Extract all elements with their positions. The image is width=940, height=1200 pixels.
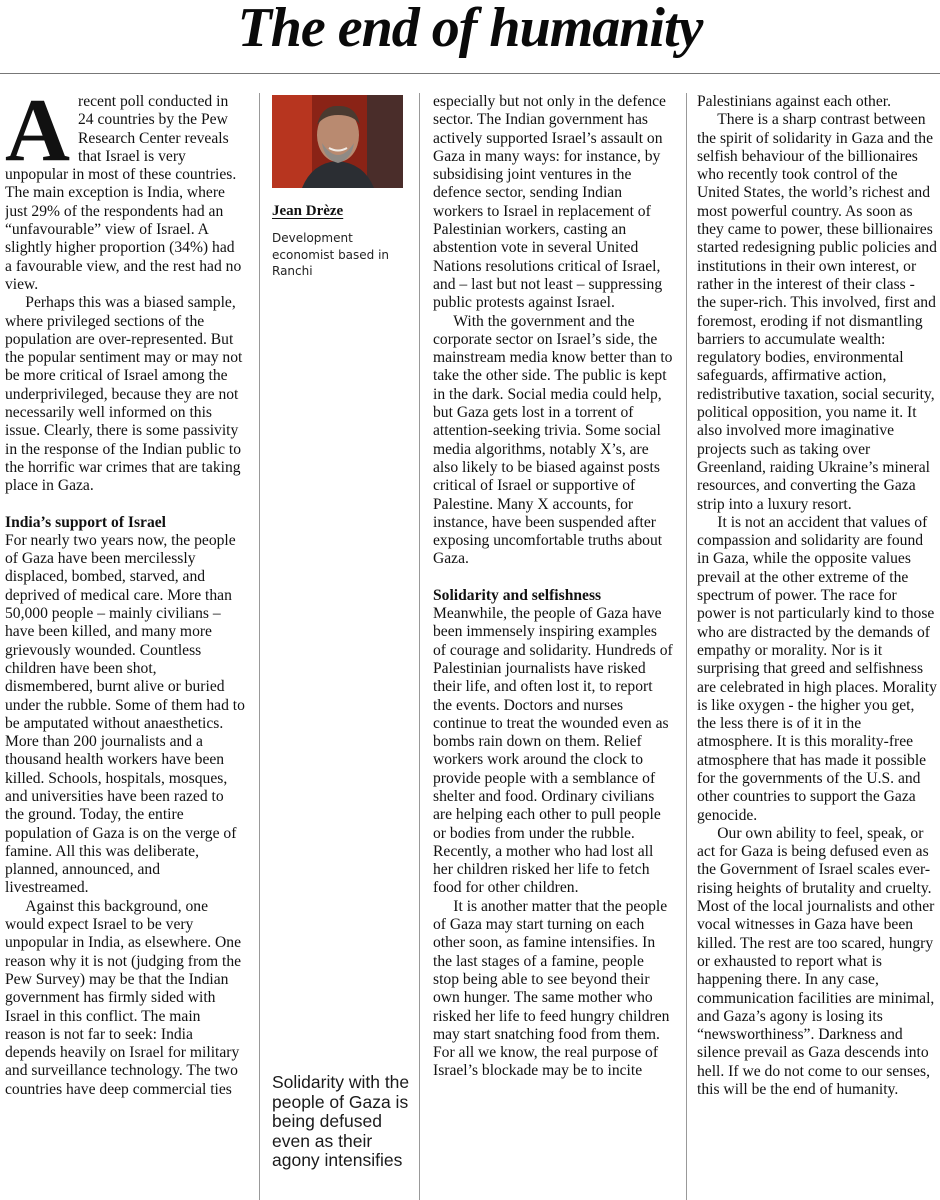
article-paragraph: Meanwhile, the people of Gaza have been immensely inspiring examples of courage and solidarity. Hundreds of Palestinian journalists have risked their life, and often lost it, to report the events. Doctors and nurses continue to treat the wounded even as bombs rain down on them. Relief workers work around the clock to provide people with a semblance of shelter and food. Ordinary civilians are helping each other to pull people or bodies from under the rubble. Recently, a mother who had lost all her children risked her life to fetch food for other children. xyxy=(433,605,673,897)
headline: The end of humanity xyxy=(237,0,703,59)
article-paragraph: It is another matter that the people of Gaza may start turning on each other soon, as famine intensifies. In the last stages of a famine, people stop being able to see beyond their own hunger. The same mother who risked her life to feed hungry children may start snatching food from them. For all we know, the real purpose of Israel’s blockade may be to incite xyxy=(433,897,670,1080)
author-name: Jean Drèze xyxy=(272,203,344,219)
article-paragraph: Against this background, one would expect Israel to be very unpopular in India, as elsewhere. One reason why it is not (judging from the Pew Survey) may be that the Indian government has firmly sided with Israel in this conflict. The main reason is not far to seek: India depends heavily on Israel for military and surveillance technology. The two countries have deep commercial ties xyxy=(5,897,242,1098)
author-portrait-image xyxy=(272,95,403,188)
paragraph-text: recent poll conducted in 24 countries by the Pew Research Center reveals that Israel is very unpopular in most of these countries. The main exception is India, where just 29% of the respondents had an “unfavourable” view of Israel. A slightly higher proportion (34%) had a favourable view, and the rest had no view. xyxy=(5,93,242,293)
column-divider xyxy=(419,93,420,1200)
headline-rule xyxy=(0,73,940,74)
article-paragraph: Perhaps this was a biased sample, where privileged sections of the population are over-represented. But the popular sentiment may or may not be more critical of Israel among the underprivileged, because they are not necessarily well informed on this issue. Clearly, there is some passivity in the response of the Indian public to the horrific war crimes that are taking place in Gaza. xyxy=(5,294,243,495)
article-paragraph: For nearly two years now, the people of Gaza have been mercilessly displaced, bombed, starved, and deprived of medical care. More than 50,000 people – mainly civilians – have been killed, and many more grievously wounded. Countless children have been shot, dismembered, burnt alive or buried under the rubble. Some of them had to be amputated without anaesthetics. More than 200 journalists and a thousand health workers have been killed. Schools, hospitals, mosques, and universities have been razed to the ground. Today, the entire population of Gaza is on the verge of famine. All this was deliberate, planned, announced, and livestreamed. xyxy=(5,531,245,897)
section-heading: India’s support of Israel xyxy=(5,513,167,531)
article-paragraph: Our own ability to feel, speak, or act for Gaza is being defused even as the Government of Israel scales ever-rising heights of brutality and cruelty. Most of the local journalists and other vocal witnesses in Gaza have been killed. The rest are too scared, hungry or exhausted to report what is happening there. In any case, communication facilities are minimal, and Gaza’s agony is losing its “newsworthiness”. Darkness and silence prevail as Gaza descends into hell. If we do not come to our senses, this will be the end of humanity. xyxy=(697,824,935,1099)
pull-quote: Solidarity with the people of Gaza is being defused even as their agony intensifies xyxy=(272,1072,410,1170)
section-heading: Solidarity and selfishness xyxy=(433,586,602,604)
article-paragraph: It is not an accident that values of compassion and solidarity are found in Gaza, while the opposite values prevail at the other extreme of the spectrum of power. The race for power is not particularly kind to those who are distracted by the demands of empathy or morality. Nor is it surprising that greed and selfishness are celebrated in high places. Morality is like oxygen - the higher you get, the less there is of it in the atmosphere. It is this morality-free atmosphere that has made it possible for the governments of the U.S. and other countries to support the Gaza genocide. xyxy=(697,513,937,824)
article-paragraph xyxy=(5,93,245,294)
author-description: Development economist based in Ranchi xyxy=(272,231,390,278)
article-column-3 xyxy=(433,93,673,1200)
column-divider xyxy=(686,93,687,1200)
dropcap: A xyxy=(5,93,70,180)
article-paragraph: With the government and the corporate sector on Israel’s side, the mainstream media know better than to take the other side. The public is kept in the dark. Social media could help, but Gaza gets lost in a torrent of attention-seeking trivia. Some social media algorithms, notably X’s, are also likely to be biased against posts critical of Israel or supportive of Palestine. Many X accounts, for instance, have been suspended after exposing uncomfortable truths about Gaza. xyxy=(433,312,673,568)
column-divider xyxy=(259,93,260,1200)
article-paragraph: especially but not only in the defence sector. The Indian government has actively supported Israel’s assault on Gaza in many ways: for instance, by subsidising joint ventures in the defence sector, sending Indian workers to Israel in replacement of Palestinian workers, casting an abstention vote in several United Nations resolutions critical of Israel, and – last but not least – suppressing public protests against Israel. xyxy=(433,93,666,312)
article-paragraph: Palestinians against each other. xyxy=(697,93,892,110)
article-column-1 xyxy=(5,93,245,1200)
author-photo xyxy=(272,95,403,188)
article-column-4 xyxy=(697,93,937,1200)
article-paragraph: There is a sharp contrast between the spirit of solidarity in Gaza and the selfish behaviour of the billionaires who recently took control of the United States, the world’s richest and most powerful country. As soon as they came to power, these billionaires started redesigning public policies and institutions in their own interest, or rather in the interest of their class - the super-rich. This involved, first and foremost, eroding if not dismantling barriers to accumulate wealth: regulatory bodies, environmental safeguards, affirmative action, redistributive taxation, social security, political opposition, you name it. It also involved more imaginative projects such as taking over Greenland, raiding Ukraine’s mineral resources, and converting the Gaza strip into a luxury resort. xyxy=(697,111,937,513)
